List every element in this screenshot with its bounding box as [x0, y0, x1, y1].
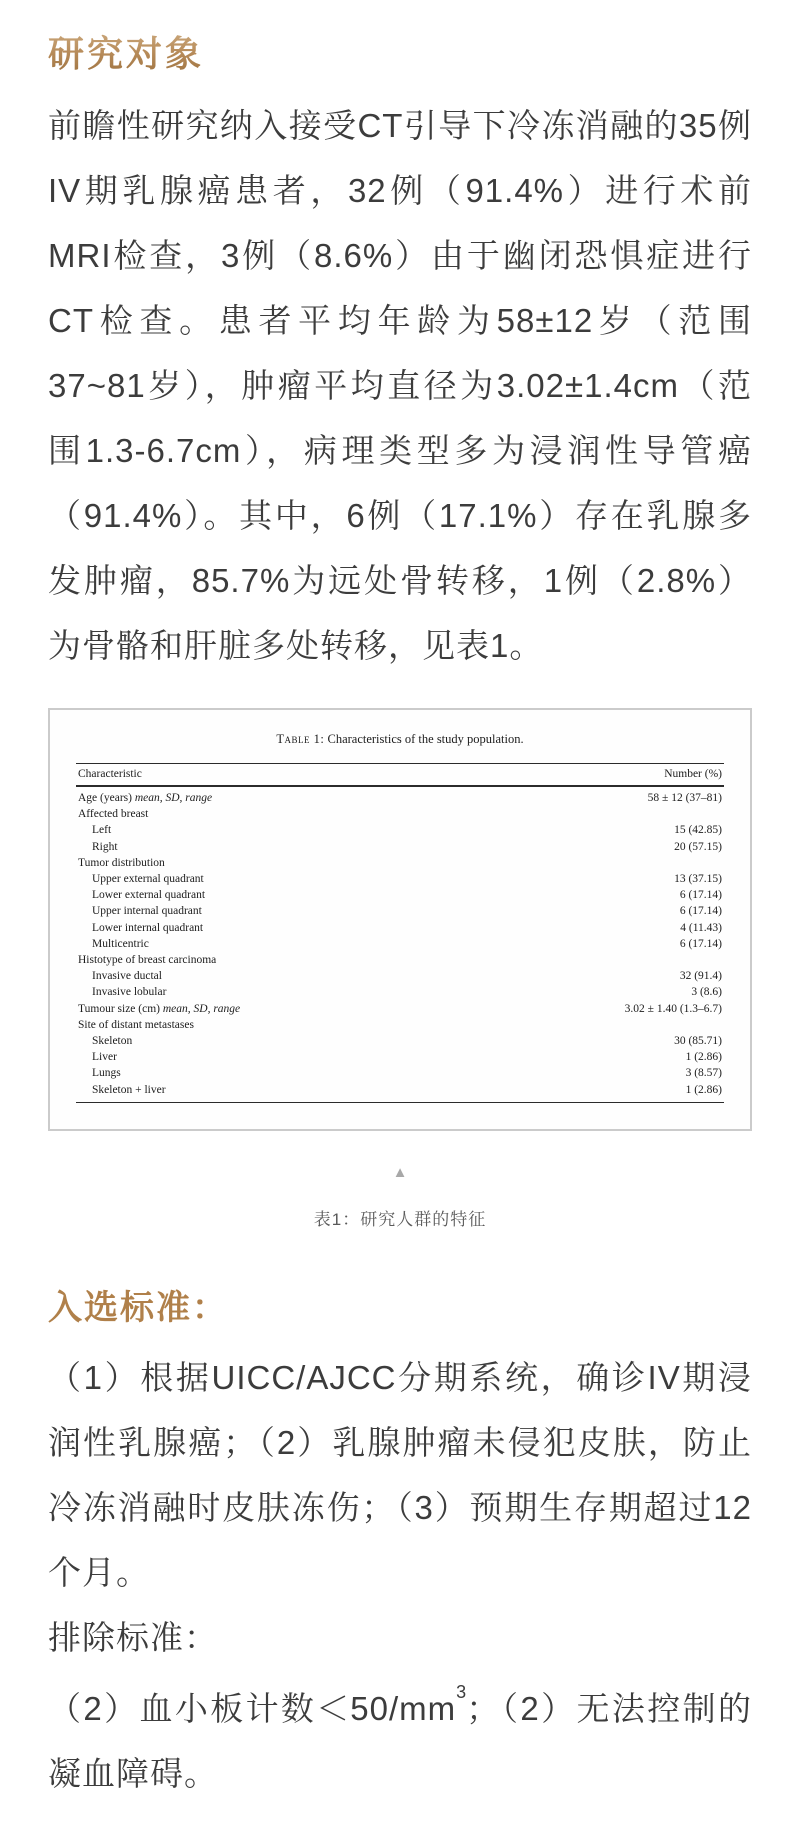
row-value: 15 (42.85) [674, 824, 722, 837]
table-row [76, 855, 724, 871]
table-row [76, 1017, 724, 1033]
col-header-number: Number (%) [664, 768, 722, 780]
row-value: 1 (2.86) [685, 1083, 722, 1096]
row-label: Histotype of breast carcinoma [78, 954, 217, 967]
row-label: Skeleton + liver [92, 1083, 166, 1096]
row-label: Invasive ductal [92, 970, 162, 983]
paragraph-exclusion-criteria [48, 1670, 752, 1806]
table-row [76, 871, 724, 887]
row-value: 58 ± 12 (37–81) [647, 792, 722, 804]
table-row [76, 968, 724, 984]
section-title-research-subjects: 研究对象 [48, 26, 204, 77]
section-title-inclusion-criteria: 入选标准： [48, 1288, 228, 1327]
table-row [76, 920, 724, 936]
row-value: 20 (57.15) [674, 840, 722, 853]
table1 [76, 763, 724, 1103]
row-label: Right [92, 840, 118, 853]
table-title-label: Table 1: [276, 732, 325, 746]
row-label-italic: mean, SD, range [162, 1002, 241, 1015]
exclusion-text-pre: （2）血小板计数＜50/mm [48, 1689, 457, 1727]
table-row [76, 806, 724, 822]
table-header-row [76, 763, 724, 787]
table-row [76, 984, 724, 1000]
table-row [76, 839, 724, 855]
table-row [76, 887, 724, 903]
row-label: Skeleton [92, 1035, 133, 1048]
table-row [76, 1049, 724, 1065]
row-label: Multicentric [92, 937, 149, 950]
row-label: Site of distant metastases [78, 1018, 194, 1031]
row-value: 3.02 ± 1.40 (1.3–6.7) [624, 1002, 722, 1015]
table-row [76, 1033, 724, 1049]
row-value: 1 (2.86) [685, 1051, 722, 1064]
row-value: 4 (11.43) [680, 921, 722, 934]
row-label: Lower internal quadrant [92, 921, 204, 934]
table1-figure-image[interactable] [48, 708, 752, 1131]
row-label: Age (years) [78, 792, 135, 804]
row-value: 6 (17.14) [679, 905, 722, 918]
table-row [76, 790, 724, 806]
row-label-italic: mean, SD, range [134, 792, 213, 804]
paragraph-inclusion-criteria: （1）根据UICC/AJCC分期系统，确诊IV期浸润性乳腺癌；（2）乳腺肿瘤未侵犯皮肤，防止冷冻消融时皮肤冻伤；（3）预期生存期超过12个月。 [48, 1358, 752, 1591]
row-value: 6 (17.14) [679, 937, 722, 950]
figure-meta [48, 1165, 752, 1230]
table-row [76, 1082, 724, 1098]
row-label: Upper external quadrant [92, 873, 204, 886]
row-label: Affected breast [78, 808, 149, 821]
row-value: 32 (91.4) [679, 970, 722, 983]
row-label: Tumour size (cm) [78, 1002, 163, 1015]
table-row [76, 952, 724, 968]
row-label: Tumor distribution [78, 856, 165, 869]
row-label: Lower external quadrant [92, 889, 206, 902]
row-label: Upper internal quadrant [92, 905, 202, 918]
row-value: 6 (17.14) [679, 889, 722, 902]
table-title-text: Characteristics of the study population. [324, 732, 524, 746]
paragraph-study-population: 前瞻性研究纳入接受CT引导下冷冻消融的35例IV期乳腺癌患者，32例（91.4%）进行术前MRI检查，3例（8.6%）由于幽闭恐惧症进行CT检查。患者平均年龄为58±12岁（范围37~81岁），肿瘤平均直径为3.02±1.4cm（范围1.3-6.7cm），病理类型多为浸润性导管癌（91.4%）。其中，6例（17.1%）存在乳腺多发肿瘤，85.7%为远处骨转移，1例（2.8%）为骨骼和肝脏多处转移，见表1。 [48, 107, 752, 664]
table-row [76, 1065, 724, 1081]
superscript-3: 3 [456, 1681, 467, 1702]
row-label: Lungs [92, 1067, 121, 1080]
row-label: Liver [92, 1051, 117, 1064]
table-row [76, 903, 724, 919]
row-value: 3 (8.57) [685, 1067, 722, 1080]
exclusion-text-post: ；（2）无法控制的凝血障碍。 [48, 1689, 752, 1792]
row-value: 30 (85.71) [674, 1035, 722, 1048]
paragraph-exclusion-criteria-label: 排除标准： [48, 1618, 218, 1656]
table-row [76, 1001, 724, 1017]
table-title [76, 732, 724, 747]
triangle-up-icon: ▲ [392, 1163, 408, 1181]
row-value: 13 (37.15) [674, 873, 722, 886]
table-row [76, 936, 724, 952]
row-value: 3 (8.6) [691, 986, 722, 999]
col-header-characteristic: Characteristic [78, 768, 142, 780]
table-body [76, 787, 724, 1103]
table-row [76, 822, 724, 838]
table-caption: 表1：研究人群的特征 [313, 1209, 487, 1229]
row-label: Left [92, 824, 112, 837]
row-label: Invasive lobular [92, 986, 167, 999]
